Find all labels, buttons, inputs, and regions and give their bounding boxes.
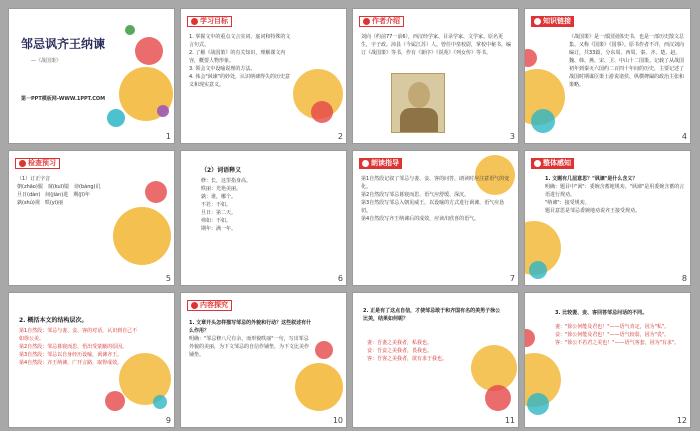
body-line: 朝(zhāo)服 窥(kuī)镜 谤(bàng)讥 bbox=[17, 184, 101, 190]
decor-circle bbox=[311, 101, 333, 123]
slide-body bbox=[361, 33, 513, 57]
slide-thumbnail-9[interactable] bbox=[8, 292, 175, 428]
body-line: 修：长，这里指身高。 bbox=[201, 178, 252, 184]
slide-number: 10 bbox=[332, 416, 343, 425]
body-line: 第2自然段写邹忌暮寝而思，语气应舒缓、深沉。 bbox=[361, 192, 470, 198]
body-line: 客："徐公不若君之美也！"——语气客套，因为"有求"。 bbox=[555, 340, 680, 346]
badge-label: 作者介绍 bbox=[372, 17, 400, 25]
slide-number: 9 bbox=[165, 416, 171, 425]
body-line: 明确：题目中"讽"：委婉含蓄地规劝。"讽谏"是用委婉含蓄的言语进行规劝。 bbox=[545, 184, 685, 198]
badge-label: 检查预习 bbox=[28, 159, 56, 167]
badge-label: 整体感知 bbox=[543, 159, 571, 167]
decor-circle bbox=[531, 109, 555, 133]
slide-heading: （2）词语释义 bbox=[201, 167, 242, 174]
badge-dot-icon bbox=[191, 302, 198, 309]
slide-number: 2 bbox=[337, 132, 343, 141]
body-line: 1. 掌握文中的重点文言实词、虚词和特殊的文言句式。 bbox=[189, 34, 291, 48]
body-line: 昳丽：光艳美丽。 bbox=[201, 186, 242, 192]
body-line: 1. 文章开头怎样描写邹忌的外貌和行动？这些叙述有什么作用？ bbox=[189, 320, 312, 334]
slide-thumbnail-8[interactable] bbox=[524, 150, 691, 286]
slide-body bbox=[569, 33, 687, 89]
slide-thumbnail-4[interactable] bbox=[524, 8, 691, 144]
body-line: 明确："邹忌修八尺有余，而形貌昳丽"一句，写出邹忌外貌的美丽，为下文邹忌的自信作铺垫，为下文比美作铺垫。 bbox=[189, 336, 310, 358]
decor-circle bbox=[529, 261, 547, 279]
body-line: 1. 文题有几层意思？"讽谏"是什么含义？ bbox=[545, 176, 638, 182]
section-badge bbox=[187, 300, 232, 311]
badge-dot-icon bbox=[191, 18, 198, 25]
portrait-face bbox=[408, 82, 430, 108]
slide-thumbnail-6[interactable] bbox=[180, 150, 347, 286]
body-line: 不若：不如。 bbox=[201, 202, 232, 208]
decor-circle bbox=[295, 363, 343, 411]
decor-circle bbox=[145, 181, 167, 203]
badge-label: 朗读指导 bbox=[371, 159, 399, 167]
portrait-robe bbox=[400, 108, 438, 132]
badge-dot-icon bbox=[363, 18, 370, 25]
decor-circle bbox=[157, 105, 169, 117]
body-line: （1）订正字音 bbox=[17, 176, 51, 182]
body-line: 期年：满一年。 bbox=[201, 226, 237, 232]
badge-dot-icon bbox=[534, 18, 541, 25]
decor-circle bbox=[524, 329, 535, 347]
slide-body bbox=[17, 175, 117, 207]
body-line: 第4自然段写齐王纳谏后的成效，应读出欣喜的语气。 bbox=[361, 216, 480, 222]
slide-number: 1 bbox=[165, 132, 171, 141]
slide-body bbox=[545, 175, 687, 215]
slide-number: 11 bbox=[504, 416, 515, 425]
decor-circle bbox=[125, 25, 135, 35]
body-line: "纳谏"：接受规劝。 bbox=[545, 200, 590, 206]
slide-number: 3 bbox=[509, 132, 515, 141]
body-line: 弗如：不如。 bbox=[201, 218, 232, 224]
decor-circle bbox=[485, 385, 511, 411]
section-badge bbox=[15, 158, 60, 169]
body-line: 妾：吾妾之美我者，畏我也。 bbox=[367, 348, 433, 354]
section-badge bbox=[187, 16, 232, 27]
slide-body bbox=[19, 327, 139, 367]
body-line: 刘向（约前77一前6），西汉经学家、目录学家、文学家。原名更生，字子政。沛县（今属江苏）人。曾任中垒校尉，掌校中秘书，编订《战国策》等书，作有《新序》《说苑》《列女传》等书。 bbox=[361, 34, 512, 56]
body-line: 第2自然段：邹忌暮寝而思，悟出受蒙蔽的原因。 bbox=[19, 344, 128, 350]
slide-thumbnail-10[interactable] bbox=[180, 292, 347, 428]
slide-thumbnail-1[interactable] bbox=[8, 8, 175, 144]
body-line: 第1自然段记叙了邹忌与妻、妾、客的问答，朗读时应注意语气的变化。 bbox=[361, 176, 510, 190]
section-badge bbox=[531, 158, 574, 169]
slide-body bbox=[189, 33, 293, 89]
badge-dot-icon bbox=[19, 160, 26, 167]
body-line: 2. 了解《战国策》的有关知识，理解课文内容，概要人物形象。 bbox=[189, 50, 286, 64]
decor-circle bbox=[135, 37, 163, 65]
slide-title: 邹忌讽齐王纳谏 bbox=[21, 37, 106, 51]
body-line: 第3自然段写邹忌入朝见威王，以设喻的方式进行讽谏，语气应恳切。 bbox=[361, 200, 505, 214]
body-line: 第1自然段：邹忌与妻、妾、客的对话，认识到自己不如徐公美。 bbox=[19, 328, 138, 342]
section-badge bbox=[531, 16, 574, 27]
section-badge bbox=[359, 158, 402, 169]
author-portrait bbox=[391, 73, 445, 133]
slide-number: 8 bbox=[681, 274, 687, 283]
slide-number: 5 bbox=[165, 274, 171, 283]
body-line: 孰：谁，哪个。 bbox=[201, 194, 237, 200]
slide-body bbox=[367, 339, 477, 363]
body-line: 第4自然段：齐王纳谏，广开言路，取得成效。 bbox=[19, 360, 123, 366]
slide-thumbnail-5[interactable] bbox=[8, 150, 175, 286]
decor-circle bbox=[105, 391, 125, 411]
body-line: 妻：吾妻之美我者，私我也。 bbox=[367, 340, 433, 346]
decor-circle bbox=[315, 341, 333, 359]
slide-number: 12 bbox=[676, 416, 687, 425]
slide-heading: 3. 比较妻、妾、客回答邹忌问话的不同。 bbox=[555, 310, 648, 316]
badge-label: 知识链接 bbox=[543, 17, 571, 25]
decor-circle bbox=[153, 395, 167, 409]
badge-dot-icon bbox=[362, 160, 369, 167]
slide-body bbox=[189, 319, 313, 359]
slide-number: 7 bbox=[509, 274, 515, 283]
badge-label: 内容探究 bbox=[200, 301, 228, 309]
decor-circle bbox=[113, 207, 171, 265]
slide-heading: 2. 概括本文的结构层次。 bbox=[19, 317, 88, 324]
body-line: 孰(shú)视 昳(yì)丽 bbox=[17, 200, 64, 206]
body-line: 3. 领会文中设喻说理的方法。 bbox=[189, 66, 256, 72]
slide-thumbnail-3[interactable] bbox=[352, 8, 519, 144]
body-line: 客：吾客之美我者，欲有求于我也。 bbox=[367, 356, 448, 362]
body-line: 《战国策》是一部国别体史书，也是一部历史散文总集。又称《国策》《国事》。原书作者不详，西汉刘向编订，共33篇，分东周、西周、秦、齐、楚、赵、魏、韩、燕、宋、卫、中山十二国策。记载了从战国初年到秦灭六国约二百四十年间的历史，主要记述了战国时期谋臣策士游说诸侯、纵横捭阖的政治主张和策略。 bbox=[569, 34, 685, 88]
slide-heading: 2. 正是有了这点自信，才使邹忌敢于和齐国有名的美男子徐公比美，结果如何呢？ bbox=[363, 308, 501, 322]
slide-body bbox=[201, 177, 341, 233]
body-line: 妾："徐公何能及君也！"——语气较弱，因为"畏"。 bbox=[555, 332, 670, 338]
slide-thumbnail-12[interactable] bbox=[524, 292, 691, 428]
slide-subtitle: —《战国策》 bbox=[31, 58, 62, 64]
decor-circle bbox=[107, 109, 125, 127]
slide-thumbnail-2[interactable] bbox=[180, 8, 347, 144]
slide-thumbnail-7[interactable] bbox=[352, 150, 519, 286]
body-line: 第3自然段：邹忌以自身经历设喻，讽谏齐王。 bbox=[19, 352, 123, 358]
slide-body bbox=[555, 323, 687, 347]
body-line: 妻："徐公何能及君也！"——语气肯定，因为"私"。 bbox=[555, 324, 670, 330]
body-line: 旦日(dàn) 间(jiàn)进 期(jī)年 bbox=[17, 192, 90, 198]
badge-label: 学习目标 bbox=[200, 17, 228, 25]
body-line: 题目意思是邹忌委婉地劝说齐王接受规劝。 bbox=[545, 208, 641, 214]
slide-body bbox=[361, 175, 511, 223]
slide-number: 6 bbox=[337, 274, 343, 283]
decor-circle bbox=[524, 49, 537, 67]
section-badge bbox=[359, 16, 404, 27]
slide-number: 4 bbox=[681, 132, 687, 141]
slide-thumbnail-11[interactable] bbox=[352, 292, 519, 428]
decor-circle bbox=[527, 393, 549, 415]
body-line: 4. 体会"讽谏"的妙处，认识纳谏得失的历史意义和现实意义。 bbox=[189, 74, 290, 88]
body-line: 旦日：第二天。 bbox=[201, 210, 237, 216]
badge-dot-icon bbox=[534, 160, 541, 167]
decor-circle bbox=[471, 345, 517, 391]
site-label: 第一PPT模板网-WWW.1PPT.COM bbox=[21, 96, 106, 102]
